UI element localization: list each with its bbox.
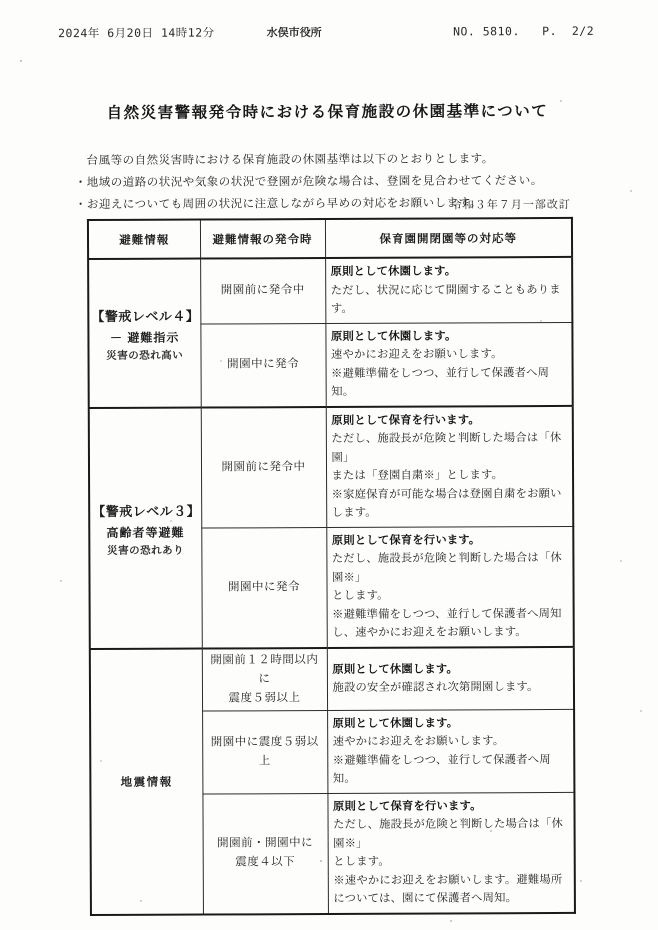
table-row: [88, 257, 572, 324]
response-cell: [327, 709, 574, 793]
response-line: とします。: [333, 855, 390, 868]
response-line: 速やかにお迎えをお願いします。: [330, 348, 503, 361]
response-cell: [327, 792, 575, 914]
timing-cell: [202, 710, 327, 794]
timing-line: 開園中に震度５弱以上: [210, 735, 319, 767]
response-cell: [326, 526, 574, 648]
response-line: ※避難準備をしつつ、並行して保護者へ周知し、速やかにお迎えをお願いします。: [332, 607, 562, 639]
response-line: ただし、施設長が危険と判断した場合は「休園」: [331, 431, 562, 464]
timing-cell: [200, 258, 325, 324]
header-evacuation-info: 避難情報: [88, 220, 200, 259]
response-line: 原則として保育を行います。: [331, 533, 481, 547]
revision-note: 令和３年７月一部改訂: [450, 198, 571, 212]
timing-cell: [201, 407, 327, 528]
group-label-line: 地震情報: [120, 776, 173, 789]
timing-cell: [201, 527, 327, 648]
intro-line: 台風等の自然災害時における保育施設の休園基準は以下のとおりとします。: [74, 153, 494, 168]
group-label-line: 【警戒レベル４】: [91, 308, 200, 324]
response-line: とします。: [332, 589, 389, 602]
group-label-line: － 避難指示: [109, 330, 180, 345]
timing-line: 開園前に発令中: [221, 460, 306, 473]
fax-page-info: NO. 5810. P. 2/2: [453, 23, 595, 39]
response-line: ただし、施設長が危険と判断した場合は「休園※」: [333, 817, 564, 850]
intro-line: ・お迎えについても周囲の状況に注意しながら早めの対応をお願いします。: [74, 197, 482, 212]
response-line: 原則として休園します。: [332, 662, 458, 676]
table-row: [89, 405, 574, 528]
timing-line: 開園前・開園中に: [217, 837, 314, 850]
closure-standards-table: [87, 217, 576, 916]
header-issue-timing: 避難情報の発令時: [200, 219, 325, 259]
timing-line: 震度４以下: [235, 856, 296, 869]
response-line: ただし、状況に応じて開園することもあります。: [330, 283, 561, 315]
group-label-line: 災害の恐れあり: [107, 544, 185, 557]
header-response: 保育園開閉園等の対応等: [325, 218, 572, 258]
response-line: ※速やかにお迎えをお願いします。避難場所については、園にて保護者へ周知。: [333, 873, 563, 905]
response-line: または「登園自粛※」とします。: [331, 469, 504, 482]
group-label-line: 災害の恐れ高い: [106, 349, 184, 362]
response-line: ※避難準備をしつつ、並行して保護者へ周知。: [331, 366, 550, 398]
response-line: ただし、施設長が危険と判断した場合は「休園※」: [331, 551, 562, 584]
response-line: 原則として休園します。: [330, 265, 457, 278]
response-line: 原則として保育を行います。: [331, 413, 480, 427]
timing-line: 開園前１２時間以内に: [210, 653, 319, 685]
timing-cell: [200, 323, 325, 407]
response-cell: [325, 322, 572, 407]
response-line: ※家庭保育が可能な場合は登園自粛をお願いします。: [331, 487, 562, 519]
intro-line: ・地域の道路の状況や気象の状況で登園が危険な場合は、登園を見合わせてください。: [74, 175, 543, 190]
fax-sender: 水俣市役所: [266, 27, 322, 40]
response-line: 速やかにお迎えをお願いします。: [332, 735, 505, 748]
group-label-line: 【警戒レベル３】: [92, 503, 201, 519]
group-label-line: 高齢者等避難: [106, 525, 185, 540]
group-label-earthquake-info: [90, 648, 203, 914]
timing-line: 震度５弱以上: [228, 691, 301, 704]
response-line: 原則として休園します。: [330, 329, 457, 343]
response-line: ※避難準備をしつつ、並行して保護者へ周知。: [332, 753, 551, 785]
timing-line: 開園前に発令中: [220, 284, 305, 297]
response-line: 原則として休園します。: [332, 716, 459, 730]
group-label-alert-level-3: [89, 407, 202, 648]
group-label-alert-level-4: [88, 259, 201, 408]
timing-cell: [202, 648, 327, 711]
table-row: [90, 646, 574, 711]
timing-line: 開園中に発令: [228, 580, 301, 593]
response-cell: [325, 257, 572, 323]
fax-header: [58, 23, 594, 41]
table-header-row: [88, 218, 572, 259]
response-line: 原則として保育を行います。: [332, 799, 482, 813]
timing-cell: [202, 793, 328, 914]
fax-datetime: 2024年 6月20日 14時12分: [58, 25, 215, 41]
response-cell: [326, 405, 574, 527]
response-line: 施設の安全が確認され次第開園します。: [332, 681, 539, 694]
response-cell: [327, 646, 574, 710]
page-title: 自然災害警報発令時における保育施設の休園基準について: [106, 103, 549, 122]
timing-line: 開園中に発令: [227, 358, 300, 371]
